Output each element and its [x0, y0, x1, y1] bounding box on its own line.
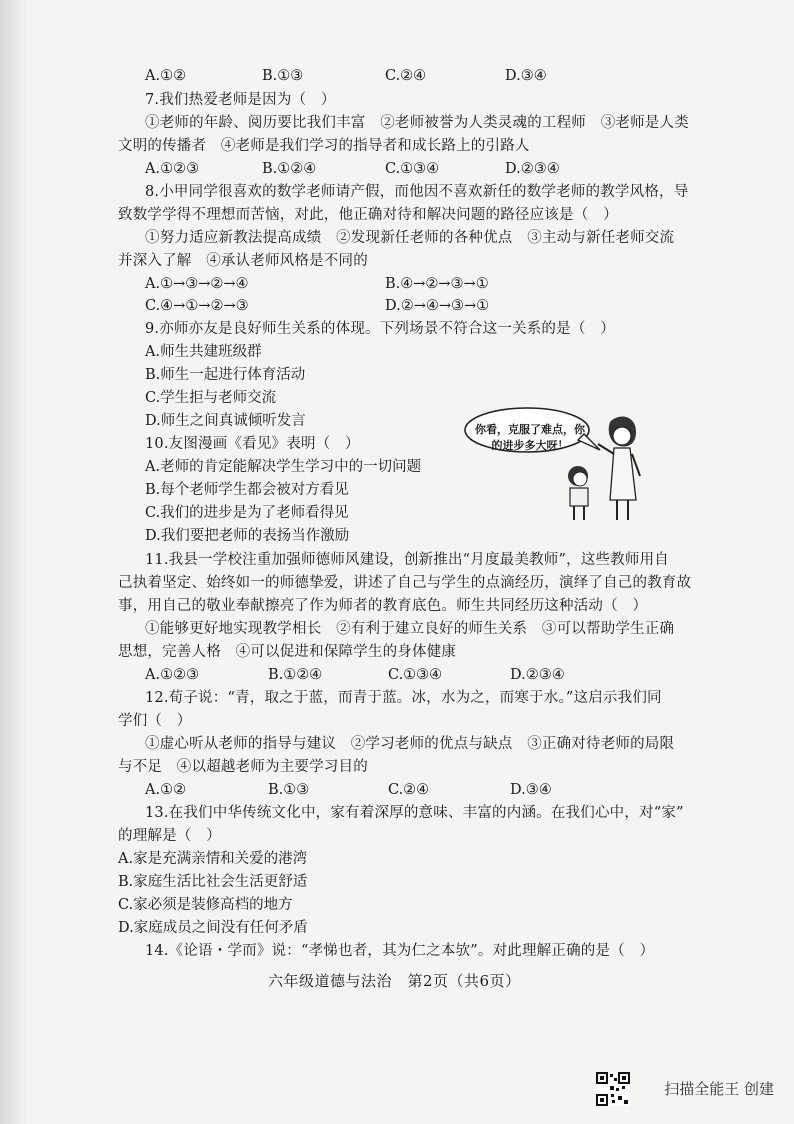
question-13-stem-cont: 的理解是（ ）: [118, 828, 221, 844]
option-c: C.④→①→②→③: [145, 298, 249, 314]
question-13-stem: 13.在我们中华传统文化中，家有着深厚的意味、丰富的内涵。在我们心中，对“家”: [145, 805, 684, 821]
question-7-statements: ①老师的年龄、阅历要比我们丰富 ②老师被誉为人类灵魂的工程师 ③老师是人类: [145, 115, 689, 131]
option-d: D.②→④→③→①: [385, 298, 490, 314]
option-d: D.我们要把老师的表扬当作激励: [145, 528, 350, 544]
question-7-stem: 7.我们热爱老师是因为（ ）: [145, 92, 336, 108]
question-11-stem-cont: 己执着坚定、始终如一的师德挚爱，讲述了自己与学生的点滴经历，演绎了自己的教育故: [118, 575, 692, 591]
question-11-stem-cont: 事，用自己的敬业奉献擦亮了作为师者的教育底色。师生共同经历这种活动（ ）: [118, 598, 648, 614]
question-8-statements-cont: 并深入了解 ④承认老师风格是不同的: [118, 253, 368, 269]
question-8-stem: 8.小甲同学很喜欢的数学老师请产假，而他因不喜欢新任的数学老师的教学风格，导: [145, 184, 689, 200]
option-c: C.②④: [388, 782, 430, 798]
option-a: A.①②③: [145, 667, 200, 683]
question-8-statements: ①努力适应新教法提高成绩 ②发现新任老师的各种优点 ③主动与新任老师交流: [145, 230, 675, 246]
option-a: A.师生共建班级群: [145, 344, 262, 360]
option-b: B.④→②→③→①: [385, 276, 489, 292]
question-7-statements-cont: 文明的传播者 ④老师是我们学习的指导者和成长路上的引路人: [118, 138, 530, 154]
question-12-stem-cont: 学们（ ）: [118, 713, 192, 729]
page-footer: 六年级道德与法治 第2页（共6页）: [268, 972, 521, 990]
option-a: A.①②: [145, 68, 187, 84]
option-d: D.②③④: [505, 161, 560, 177]
option-c: C.学生拒与老师交流: [145, 390, 277, 406]
question-11-statements-cont: 思想，完善人格 ④可以促进和保障学生的身体健康: [118, 644, 457, 660]
option-a: A.①②: [145, 782, 187, 798]
option-c: C.我们的进步是为了老师看得见: [145, 505, 349, 521]
comic-speech-bubble: 你看，克服了难点，你的进步多大呀！: [475, 423, 585, 452]
question-10-stem: 10.友图漫画《看见》表明（ ）: [145, 436, 360, 452]
scanner-watermark: 扫描全能王 创建: [664, 1080, 774, 1098]
option-a: A.家是充满亲情和关爱的港湾: [118, 851, 308, 867]
question-11-stem: 11.我县一学校注重加强师德师风建设，创新推出“月度最美教师”，这些教师用自: [145, 552, 669, 568]
option-b: B.师生一起进行体育活动: [145, 367, 306, 383]
option-c: C.家必须是装修高档的地方: [118, 897, 293, 913]
option-d: D.家庭成员之间没有任何矛盾: [118, 920, 308, 936]
option-b: B.①②④: [268, 667, 323, 683]
option-b: B.家庭生活比社会生活更舒适: [118, 874, 308, 890]
option-d: D.③④: [505, 68, 547, 84]
qr-code-icon: [596, 1072, 630, 1106]
question-8-stem-cont: 致数学学得不理想而苦恼，对此，他正确对待和解决问题的路径应该是（ ）: [118, 207, 618, 223]
question-12-stem: 12.荀子说：“青，取之于蓝，而青于蓝。冰，水为之，而寒于水。”这启示我们同: [145, 690, 662, 706]
question-14-stem: 14.《论语・学而》说：“孝悌也者，其为仁之本欤”。对此理解正确的是（ ）: [145, 943, 655, 959]
option-b: B.①③: [268, 782, 310, 798]
question-9-stem: 9.亦师亦友是良好师生关系的体现。下列场景不符合这一关系的是（ ）: [145, 321, 615, 337]
question-12-statements: ①虚心听从老师的指导与建议 ②学习老师的优点与缺点 ③正确对待老师的局限: [145, 736, 675, 752]
option-c: C.①③④: [385, 161, 440, 177]
option-d: D.②③④: [510, 667, 565, 683]
question-12-statements-cont: 与不足 ④以超越老师为主要学习目的: [118, 759, 368, 775]
option-d: D.师生之间真诚倾听发言: [145, 413, 306, 429]
option-a: A.①→③→②→④: [145, 276, 249, 292]
option-d: D.③④: [510, 782, 552, 798]
scan-edge-shadow: [0, 0, 28, 1124]
option-b: B.①②④: [262, 161, 317, 177]
option-c: C.①③④: [388, 667, 443, 683]
question-11-statements: ①能够更好地实现教学相长 ②有利于建立良好的师生关系 ③可以帮助学生正确: [145, 621, 675, 637]
option-b: B.每个老师学生都会被对方看见: [145, 482, 349, 498]
option-c: C.②④: [385, 68, 427, 84]
option-a: A.①②③: [145, 161, 200, 177]
option-b: B.①③: [262, 68, 304, 84]
option-a: A.老师的肯定能解决学生学习中的一切问题: [145, 459, 422, 475]
